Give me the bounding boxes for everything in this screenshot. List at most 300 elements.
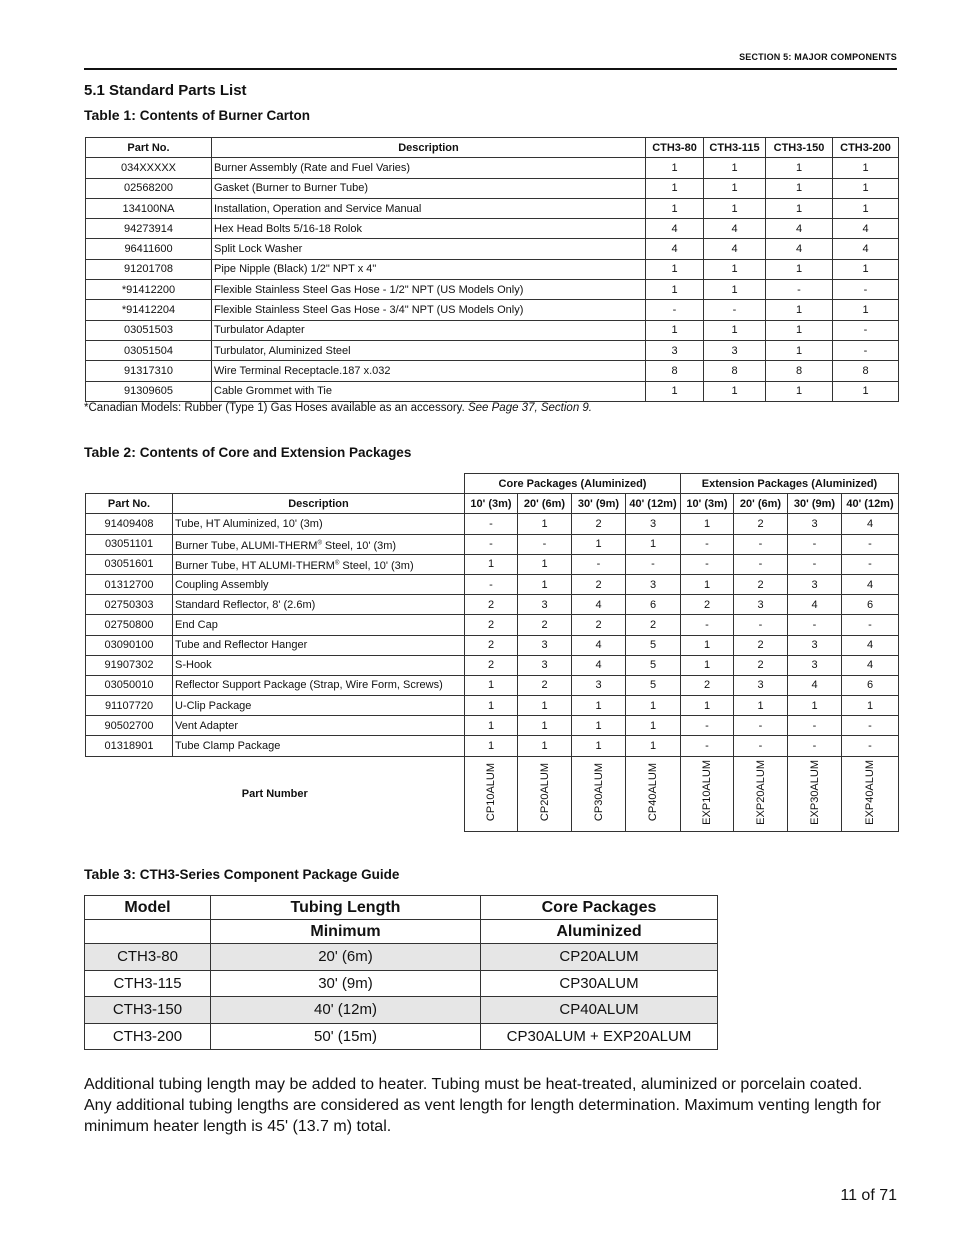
table-cell: 4 [704,219,766,239]
quantity-cell: 5 [626,675,681,695]
quantity-cell: - [788,716,842,736]
body-paragraph: Additional tubing length may be added to heater. Tubing must be heat-treated, aluminized or porcelain coated. Any additional tubing lengths are considered as vent length for length determination. Maximum venting length for minimum heater length is 45' (13.7 m) total. [84,1076,881,1135]
table-cell: 1 [766,320,833,340]
table1-col-header: Description [212,138,646,158]
table-row [86,158,899,178]
part-number-label: Part Number [86,756,465,831]
table-cell: 1 [704,259,766,279]
quantity-cell: 4 [842,574,899,594]
quantity-cell: 1 [626,716,681,736]
quantity-cell: 4 [788,595,842,615]
description-text: Tube, HT Aluminized, 10' (3m) [175,517,323,530]
quantity-cell: 2 [518,615,572,635]
package-part-number-text: CP30ALUM [592,763,605,822]
quantity-cell: - [842,534,899,554]
table-cell: 1 [766,340,833,360]
quantity-cell: 2 [572,574,626,594]
table-row [86,574,899,594]
quantity-cell: 1 [572,696,626,716]
table-cell: 20' (6m) [211,944,481,971]
description-text-cont: Steel, 10' (3m) [339,560,414,573]
quantity-cell: - [788,554,842,574]
quantity-cell: - [842,554,899,574]
quantity-cell: - [465,514,518,534]
table-cell: 1 [833,198,899,218]
table-cell: Hex Head Bolts 5/16-18 Rolok [212,219,646,239]
quantity-cell: 3 [518,635,572,655]
quantity-cell: 2 [734,514,788,534]
quantity-cell: 3 [518,595,572,615]
table1-label: Table 1: [84,107,136,123]
table-row [86,534,899,554]
part-number-cell: 03051601 [86,554,173,574]
table-cell: 1 [766,381,833,401]
description-text: Vent Adapter [175,719,238,732]
quantity-cell: 1 [518,716,572,736]
table-row [86,675,899,695]
quantity-cell: 3 [788,635,842,655]
table-cell: 96411600 [86,239,212,259]
quantity-cell: - [842,615,899,635]
description-cell [173,595,465,615]
table1-footnote [84,402,592,414]
table2-col-header: 20' (6m) [518,494,572,514]
quantity-cell: 4 [572,635,626,655]
table-cell: 134100NA [86,198,212,218]
quantity-cell: 4 [572,655,626,675]
quantity-cell: - [842,716,899,736]
quantity-cell: 3 [572,675,626,695]
quantity-cell: 3 [518,655,572,675]
quantity-cell: 2 [465,655,518,675]
table1-title [84,107,310,123]
table-cell: 4 [646,219,704,239]
quantity-cell: 4 [842,635,899,655]
quantity-cell: 4 [572,595,626,615]
table3-subheader: Aluminized [481,920,718,944]
table-row [86,514,899,534]
part-number-cell: 01318901 [86,736,173,756]
quantity-cell: 2 [734,574,788,594]
table2-group-row [86,474,899,494]
table2-col-header: 10' (3m) [465,494,518,514]
table-row [86,361,899,381]
description-cell [173,554,465,574]
core-extension-table [85,473,899,832]
package-part-number-text: CP40ALUM [647,763,659,822]
table-cell: 1 [833,178,899,198]
table1-col-header: Part No. [86,138,212,158]
quantity-cell: 6 [626,595,681,615]
table-cell: 91317310 [86,361,212,381]
table-row [86,239,899,259]
table-row [86,340,899,360]
table-cell: CP40ALUM [481,997,718,1024]
table-cell: 1 [833,300,899,320]
quantity-cell: - [681,716,734,736]
table-cell: 8 [833,361,899,381]
part-number-cell: 91107720 [86,696,173,716]
package-guide-table [84,895,718,1050]
table-row [86,615,899,635]
table2-label: Table 2: [84,444,136,460]
table-row [85,944,718,971]
quantity-cell: 2 [626,615,681,635]
table-cell: 4 [833,239,899,259]
extension-packages-group: Extension Packages (Aluminized) [681,474,899,494]
table-row [86,696,899,716]
quantity-cell: 1 [842,696,899,716]
quantity-cell: 4 [842,655,899,675]
quantity-cell: 2 [681,675,734,695]
table-cell: 1 [704,178,766,198]
description-cell [173,736,465,756]
table-cell: 1 [766,259,833,279]
quantity-cell: 1 [465,716,518,736]
quantity-cell: - [465,534,518,554]
description-cell [173,655,465,675]
quantity-cell: 2 [465,615,518,635]
table-cell: 1 [704,198,766,218]
quantity-cell: 1 [626,696,681,716]
quantity-cell: 1 [681,514,734,534]
table-cell: CTH3-150 [85,997,211,1024]
quantity-cell: - [788,615,842,635]
quantity-cell: 6 [842,595,899,615]
table2-caption: Contents of Core and Extension Packages [139,445,412,460]
quantity-cell: - [518,534,572,554]
table-cell: CTH3-200 [85,1023,211,1050]
table-cell: 1 [833,158,899,178]
quantity-cell: 4 [788,675,842,695]
description-text: S-Hook [175,659,212,672]
quantity-cell: 1 [788,696,842,716]
table-cell: 8 [704,361,766,381]
table3-title [84,866,399,882]
quantity-cell: 5 [626,655,681,675]
table-cell: Installation, Operation and Service Manual [212,198,646,218]
table-cell: 1 [646,381,704,401]
burner-carton-table [85,137,899,402]
table-cell: Pipe Nipple (Black) 1/2" NPT x 4" [212,259,646,279]
table-cell: Turbulator, Aluminized Steel [212,340,646,360]
part-number-cell: 02750800 [86,615,173,635]
quantity-cell: 1 [572,736,626,756]
table1-header-row [86,138,899,158]
description-cell [173,514,465,534]
table-row [86,300,899,320]
table3-label: Table 3: [84,866,136,882]
table-cell: 1 [646,178,704,198]
table-cell: - [833,320,899,340]
table2-col-header: 20' (6m) [734,494,788,514]
quantity-cell: 1 [465,696,518,716]
description-cell [173,716,465,736]
quantity-cell: - [681,534,734,554]
quantity-cell: 3 [734,675,788,695]
table3-col-header: Tubing Length [211,896,481,920]
table-cell: 1 [766,300,833,320]
description-cell [173,534,465,554]
table-cell: Split Lock Washer [212,239,646,259]
table-cell: - [646,300,704,320]
package-part-number [788,756,842,831]
quantity-cell: - [788,534,842,554]
description-text: U-Clip Package [175,699,252,712]
table-cell: 1 [766,198,833,218]
table-cell: Flexible Stainless Steel Gas Hose - 1/2" NPT (US Models Only) [212,280,646,300]
table-cell: 4 [704,239,766,259]
table-cell: 4 [766,239,833,259]
quantity-cell: 1 [626,534,681,554]
table-cell: - [766,280,833,300]
quantity-cell: 1 [465,554,518,574]
table-cell: 1 [833,259,899,279]
table-row [86,716,899,736]
table2-col-header: 40' (12m) [626,494,681,514]
description-cell [173,696,465,716]
quantity-cell: - [734,716,788,736]
table-cell: CP30ALUM [481,970,718,997]
table2-col-header: 40' (12m) [842,494,899,514]
table-cell: 02568200 [86,178,212,198]
table-cell: 03051503 [86,320,212,340]
table-row [86,198,899,218]
table-cell: 30' (9m) [211,970,481,997]
package-part-number [842,756,899,831]
quantity-cell: 1 [572,716,626,736]
table-cell: 1 [646,259,704,279]
section-header: SECTION 5: MAJOR COMPONENTS [739,52,897,62]
quantity-cell: 2 [465,595,518,615]
part-number-cell: 02750303 [86,595,173,615]
table3-col-header: Core Packages [481,896,718,920]
table-cell: 1 [766,158,833,178]
quantity-cell: 1 [681,655,734,675]
quantity-cell: 1 [465,736,518,756]
table-cell: 1 [704,320,766,340]
quantity-cell: - [734,736,788,756]
table-cell: - [833,280,899,300]
table-cell: Wire Terminal Receptacle.187 x.032 [212,361,646,381]
quantity-cell: 1 [465,675,518,695]
description-text: Reflector Support Package (Strap, Wire Form, Screws) [175,679,443,692]
quantity-cell: 1 [734,696,788,716]
table3-header-row-2 [85,920,718,944]
description-text: Tube and Reflector Hanger [175,639,308,652]
quantity-cell: 5 [626,635,681,655]
quantity-cell: 3 [734,595,788,615]
table-row [85,970,718,997]
table-cell: 91309605 [86,381,212,401]
package-part-number-text: CP10ALUM [485,763,497,822]
table1-col-header: CTH3-80 [646,138,704,158]
table-cell: 40' (12m) [211,997,481,1024]
package-part-number [734,756,788,831]
table-row [86,280,899,300]
description-cell [173,675,465,695]
quantity-cell: - [681,615,734,635]
quantity-cell: - [734,554,788,574]
table-cell: CP20ALUM [481,944,718,971]
description-text: Tube Clamp Package [175,740,281,753]
table-cell: 034XXXXX [86,158,212,178]
table-cell: 3 [704,340,766,360]
table2-col-header: 10' (3m) [681,494,734,514]
description-cell [173,615,465,635]
description-text-cont: Steel, 10' (3m) [321,540,397,553]
quantity-cell: - [734,534,788,554]
description-cell [173,635,465,655]
part-number-cell: 03051101 [86,534,173,554]
quantity-cell: - [465,574,518,594]
table-cell: *91412200 [86,280,212,300]
quantity-cell: 1 [518,574,572,594]
table-cell: 1 [704,158,766,178]
table-cell: 91201708 [86,259,212,279]
table3-col-header: Model [85,896,211,920]
quantity-cell: - [734,615,788,635]
package-part-number-text: EXP10ALUM [701,759,713,825]
table-cell: Burner Assembly (Rate and Fuel Varies) [212,158,646,178]
quantity-cell: - [842,736,899,756]
footnote-text: *Canadian Models: Rubber (Type 1) Gas Hoses available as an accessory. [84,402,465,414]
table-cell: 4 [833,219,899,239]
package-part-number-text: EXP40ALUM [864,759,876,825]
table-cell: 1 [646,320,704,340]
table-cell: 1 [704,381,766,401]
table-row [86,595,899,615]
description-text: Burner Tube, HT ALUMI-THERM [175,560,335,573]
quantity-cell: 1 [572,534,626,554]
table-row [86,655,899,675]
quantity-cell: 6 [842,675,899,695]
table-cell: 1 [833,381,899,401]
table-row [86,259,899,279]
table3-subheader [85,920,211,944]
section-title: 5.1 Standard Parts List [84,82,247,99]
table1-col-header: CTH3-200 [833,138,899,158]
quantity-cell: 3 [788,655,842,675]
quantity-cell: 3 [626,574,681,594]
table1-col-header: CTH3-115 [704,138,766,158]
table1-caption: Contents of Burner Carton [139,108,311,123]
part-number-cell: 90502700 [86,716,173,736]
table3-subheader: Minimum [211,920,481,944]
table-row [85,997,718,1024]
table-cell: CP30ALUM + EXP20ALUM [481,1023,718,1050]
table-cell: CTH3-80 [85,944,211,971]
package-part-number [572,756,626,831]
quantity-cell: 1 [681,696,734,716]
quantity-cell: 1 [518,554,572,574]
table2-col-header: 30' (9m) [572,494,626,514]
part-number-cell: 91409408 [86,514,173,534]
table1-col-header: CTH3-150 [766,138,833,158]
part-number-row [86,756,899,831]
quantity-cell: 2 [518,675,572,695]
table-row [86,554,899,574]
quantity-cell: - [788,736,842,756]
description-cell [173,574,465,594]
package-part-number [626,756,681,831]
description-text: Standard Reflector, 8' (2.6m) [175,598,316,611]
quantity-cell: 3 [788,574,842,594]
quantity-cell: 1 [518,736,572,756]
quantity-cell: 1 [518,696,572,716]
quantity-cell: 3 [626,514,681,534]
quantity-cell: 1 [626,736,681,756]
table-row [85,1023,718,1050]
description-text: End Cap [175,618,218,631]
table-row [86,736,899,756]
table-cell: 50' (15m) [211,1023,481,1050]
table-cell: 1 [704,280,766,300]
quantity-cell: 2 [572,514,626,534]
table-cell: 8 [766,361,833,381]
package-part-number [465,756,518,831]
package-part-number [681,756,734,831]
page-number: 11 of 71 [840,1187,897,1204]
part-number-cell: 03050010 [86,675,173,695]
table-cell: Gasket (Burner to Burner Tube) [212,178,646,198]
quantity-cell: 2 [572,615,626,635]
table-cell: Cable Grommet with Tie [212,381,646,401]
description-text: Coupling Assembly [175,578,269,591]
quantity-cell: - [681,554,734,574]
table-cell: - [704,300,766,320]
package-part-number [518,756,572,831]
quantity-cell: 2 [734,655,788,675]
quantity-cell: - [626,554,681,574]
table3-header-row-1 [85,896,718,920]
core-packages-group: Core Packages (Aluminized) [465,474,681,494]
table-cell: - [833,340,899,360]
table-cell: 03051504 [86,340,212,360]
table-row [86,635,899,655]
table-cell: 4 [646,239,704,259]
quantity-cell: 1 [681,574,734,594]
table-cell: 8 [646,361,704,381]
description-text: Burner Tube, ALUMI-THERM [175,540,318,553]
table2-title [84,444,411,460]
table2-header-row [86,494,899,514]
quantity-cell: - [681,736,734,756]
part-number-cell: 01312700 [86,574,173,594]
quantity-cell: 3 [788,514,842,534]
table-cell: Flexible Stainless Steel Gas Hose - 3/4" NPT (US Models Only) [212,300,646,320]
quantity-cell: 4 [842,514,899,534]
table2-col-header: Part No. [86,494,173,514]
quantity-cell: 2 [681,595,734,615]
package-part-number-text: EXP30ALUM [808,759,821,825]
table-cell: 94273914 [86,219,212,239]
table-cell: Turbulator Adapter [212,320,646,340]
table-cell: 1 [766,178,833,198]
part-number-cell: 91907302 [86,655,173,675]
quantity-cell: 2 [465,635,518,655]
table-row [86,320,899,340]
table3-caption: CTH3-Series Component Package Guide [139,867,400,882]
table-row [86,178,899,198]
table2-col-header: Description [173,494,465,514]
table-cell: CTH3-115 [85,970,211,997]
package-part-number-text: EXP20ALUM [754,759,767,825]
registered-mark: ® [334,560,340,567]
table-cell: 1 [646,280,704,300]
table-cell: *91412204 [86,300,212,320]
quantity-cell: 1 [681,635,734,655]
